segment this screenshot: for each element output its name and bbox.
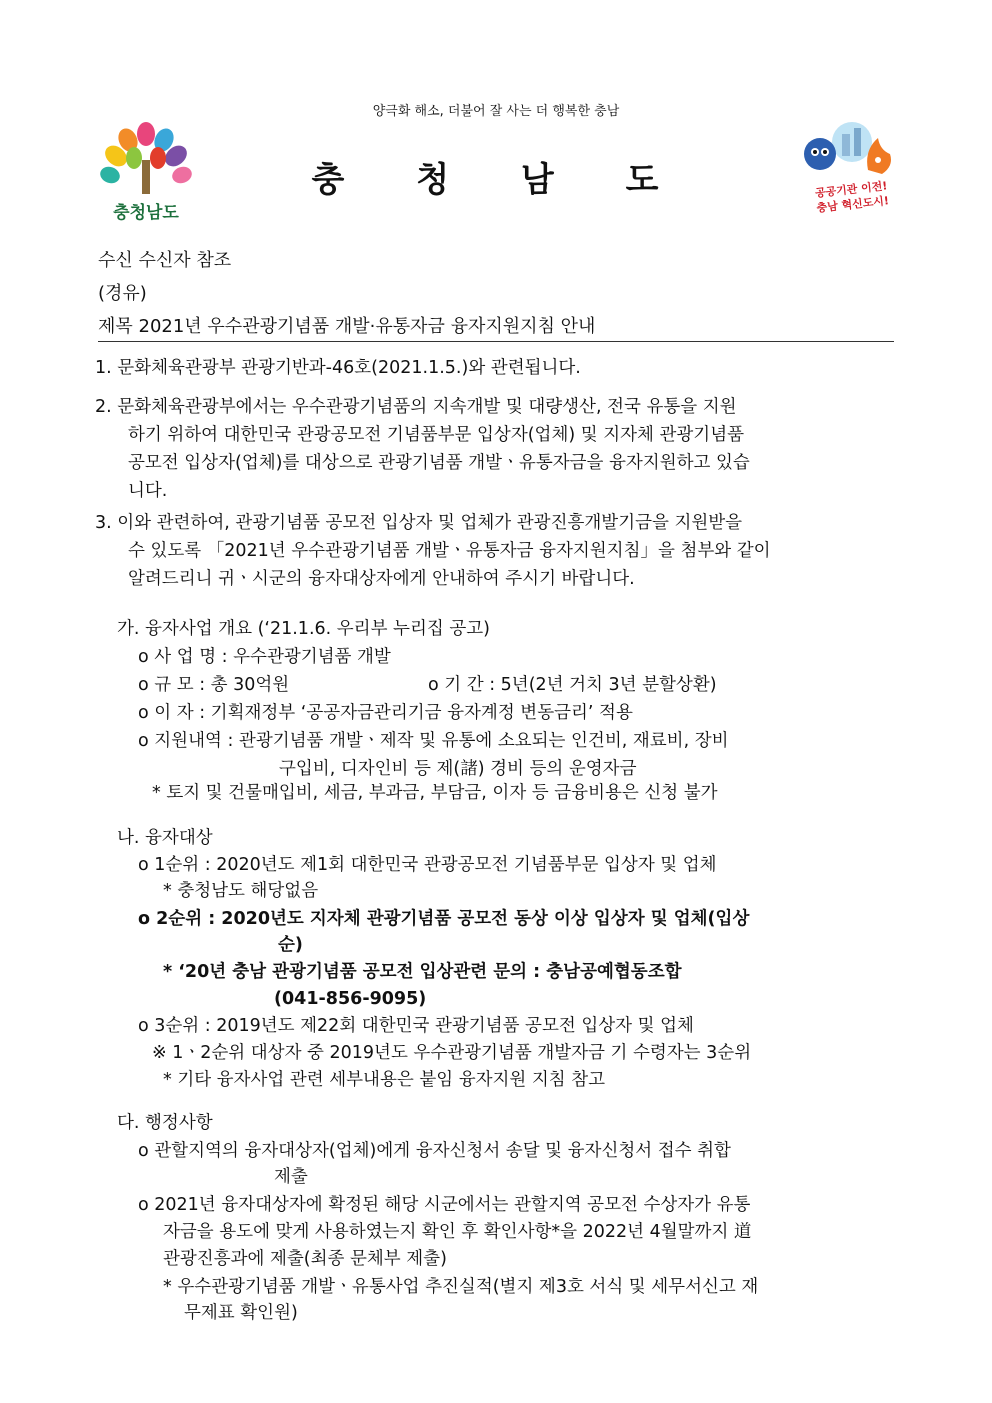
- admin-item-2-line-1: o 2021년 융자대상자에 확정된 해당 시군에서는 관할지역 공모전 수상자가 유통: [138, 1195, 751, 1215]
- paragraph-1: 1. 문화체육관광부 관광기반과-46호(2021.1.5.)와 관련됩니다.: [95, 358, 581, 378]
- support-note: * 토지 및 건물매입비, 세금, 부과금, 부담금, 이자 등 금융비용은 신청 불가: [152, 783, 718, 803]
- paragraph-2-line-1: 2. 문화체육관광부에서는 우수관광기념품의 지속개발 및 대량생산, 전국 유통을 지원: [95, 397, 737, 417]
- etc-note: * 기타 융자사업 관련 세부내용은 붙임 융자지원 지침 참고: [163, 1070, 606, 1090]
- admin-item-2-line-3: 관광진흥과에 제출(최종 문체부 제출): [163, 1249, 447, 1269]
- section-da-heading: 다. 행정사항: [117, 1113, 213, 1133]
- support-details-line-2: 구입비, 디자인비 등 제(諸) 경비 등의 운영자금: [279, 759, 637, 779]
- admin-item-2-note-line-1: * 우수관광기념품 개발ㆍ유통사업 추진실적(별지 제3호 서식 및 세무서신고 재: [163, 1277, 759, 1297]
- paragraph-2-line-4: 니다.: [128, 481, 168, 501]
- business-name: o 사 업 명 : 우수관광기념품 개발: [138, 647, 391, 667]
- rank-3-note: ※ 1ㆍ2순위 대상자 중 2019년도 우수관광기념품 개발자금 기 수령자는 3순위: [152, 1043, 752, 1063]
- org-title: 충 청 남 도: [311, 160, 689, 200]
- header-divider: [98, 341, 894, 342]
- business-period: o 기 간 : 5년(2년 거치 3년 분할상환): [428, 675, 717, 695]
- paragraph-3-line-2: 수 있도록 「2021년 우수관광기념품 개발ㆍ유통자금 융자지원지침」을 첨부와 같이: [128, 541, 771, 561]
- tree-icon: [98, 120, 194, 200]
- chungnam-logo: [98, 120, 194, 225]
- recipient: 수신 수신자 참조: [98, 250, 232, 271]
- support-details-line-1: o 지원내역 : 관광기념품 개발ㆍ제작 및 유통에 소요되는 인건비, 재료비, 장비: [138, 731, 729, 751]
- rank-1: o 1순위 : 2020년도 제1회 대한민국 관광공모전 기념품부문 입상자 및 업체: [138, 855, 717, 875]
- mascot-logo: [794, 120, 898, 224]
- paragraph-2-line-2: 하기 위하여 대한민국 관광공모전 기념품부문 입상자(업체) 및 지자체 관광기념품: [128, 425, 745, 445]
- rank-2-note-line-1: * ‘20년 충남 관광기념품 공모전 입상관련 문의 : 충남공예협동조합: [163, 962, 682, 982]
- business-interest: o 이 자 : 기획재정부 ‘공공자금관리기금 융자계정 변동금리’ 적용: [138, 703, 633, 723]
- admin-item-2-line-2: 자금을 용도에 맞게 사용하였는지 확인 후 확인사항*을 2022년 4월말까지 道: [163, 1222, 752, 1242]
- section-na-heading: 나. 융자대상: [117, 828, 213, 848]
- subject: 제목 2021년 우수관광기념품 개발·유통자금 융자지원지침 안내: [98, 316, 596, 337]
- rank-1-note: * 충청남도 해당없음: [163, 881, 319, 901]
- business-scale: o 규 모 : 총 30억원: [138, 675, 290, 695]
- rank-2-line-1: o 2순위 : 2020년도 지자체 관광기념품 공모전 동상 이상 입상자 및 업체(입상: [138, 909, 750, 929]
- paragraph-3-line-3: 알려드리니 귀ㆍ시군의 융자대상자에게 안내하여 주시기 바랍니다.: [128, 569, 635, 589]
- paragraph-3-line-1: 3. 이와 관련하여, 관광기념품 공모전 입상자 및 업체가 관광진흥개발기금을 지원받을: [95, 513, 743, 533]
- admin-item-1-line-2: 제출: [274, 1167, 308, 1187]
- rank-3: o 3순위 : 2019년도 제22회 대한민국 관광기념품 공모전 입상자 및 업체: [138, 1016, 694, 1036]
- rank-2-note-line-2: (041-856-9095): [274, 989, 427, 1009]
- section-ga-heading: 가. 융자사업 개요 (‘21.1.6. 우리부 누리집 공고): [117, 619, 490, 639]
- admin-item-2-note-line-2: 무제표 확인원): [184, 1303, 298, 1323]
- logo-right-text-1: 공공기관 이전!: [814, 179, 888, 200]
- logo-left-text: 충청남도: [113, 203, 179, 223]
- rank-2-line-2: 순): [278, 935, 303, 955]
- logo-right-text-2: 충남 혁신도시!: [815, 194, 890, 215]
- slogan: 양극화 해소, 더불어 잘 사는 더 행복한 충남: [372, 104, 620, 119]
- mascot-icon: [794, 120, 898, 184]
- via: (경유): [98, 283, 147, 304]
- admin-item-1-line-1: o 관할지역의 융자대상자(업체)에게 융자신청서 송달 및 융자신청서 접수 취합: [138, 1141, 731, 1161]
- paragraph-2-line-3: 공모전 입상자(업체)를 대상으로 관광기념품 개발ㆍ유통자금을 융자지원하고 있습: [128, 453, 750, 473]
